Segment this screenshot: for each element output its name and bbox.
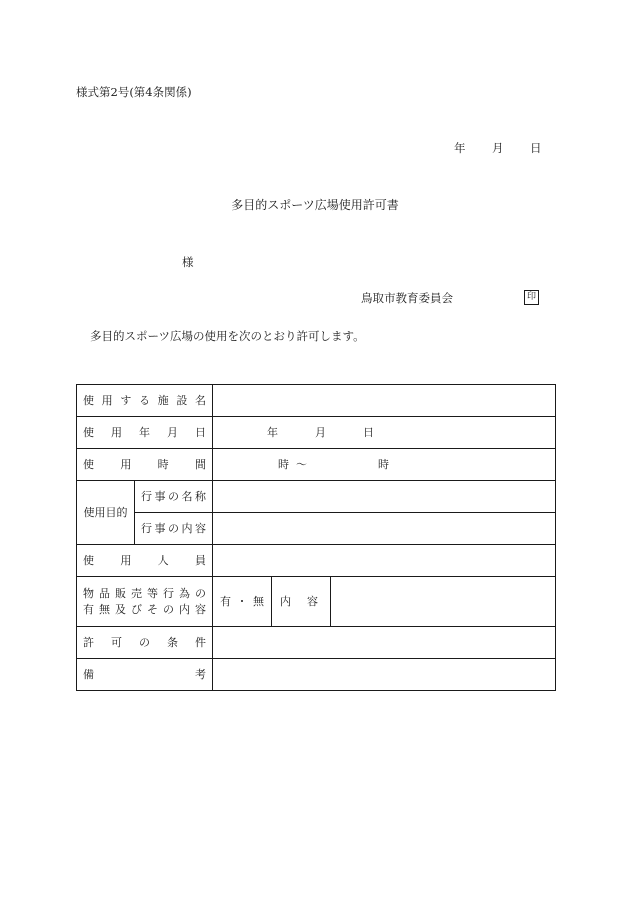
table-row bbox=[77, 513, 556, 545]
use-date-day: 日 bbox=[363, 425, 374, 439]
facility-value bbox=[213, 385, 556, 417]
use-time-to: 時 bbox=[378, 457, 389, 471]
sales-activity-label bbox=[77, 577, 213, 627]
use-time-value bbox=[213, 449, 556, 481]
sales-activity-label-line1: 物品販売等行為の bbox=[83, 586, 206, 600]
remarks-label: 備考 bbox=[77, 659, 213, 691]
event-content-value bbox=[213, 513, 556, 545]
issue-date-year: 年 bbox=[454, 141, 466, 155]
sales-activity-label-line2: 有無及びその内容 bbox=[83, 602, 206, 616]
sales-content-value bbox=[331, 577, 556, 627]
purpose-label: 使用目的 bbox=[77, 481, 135, 545]
table-row bbox=[77, 627, 556, 659]
yes-no-text: 有・無 bbox=[220, 594, 264, 608]
recipient-suffix: 様 bbox=[182, 255, 194, 269]
document-title: 多目的スポーツ広場使用許可書 bbox=[231, 198, 399, 212]
permit-table bbox=[76, 384, 556, 691]
event-name-value bbox=[213, 481, 556, 513]
people-count-label: 使用人員 bbox=[77, 545, 213, 577]
table-row bbox=[77, 577, 556, 627]
table-row bbox=[77, 417, 556, 449]
issuer-name: 鳥取市教育委員会 bbox=[361, 291, 453, 305]
use-time-from: 時 bbox=[278, 457, 289, 471]
people-count-value bbox=[213, 545, 556, 577]
facility-label: 使用する施設名 bbox=[77, 385, 213, 417]
table-row bbox=[77, 449, 556, 481]
remarks-value bbox=[213, 659, 556, 691]
permit-conditions-value bbox=[213, 627, 556, 659]
use-time-label: 使用時間 bbox=[77, 449, 213, 481]
use-date-label: 使用年月日 bbox=[77, 417, 213, 449]
seal-mark: 印 bbox=[524, 290, 539, 305]
use-time-separator: ～ bbox=[296, 457, 307, 471]
event-content-label: 行事の内容 bbox=[135, 513, 213, 545]
permit-conditions-label: 許可の条件 bbox=[77, 627, 213, 659]
use-date-year: 年 bbox=[267, 425, 278, 439]
sales-content-label bbox=[272, 577, 331, 627]
table-row bbox=[77, 385, 556, 417]
form-number: 様式第2号(第4条関係) bbox=[76, 85, 192, 99]
issue-date-day: 日 bbox=[530, 141, 542, 155]
issue-date bbox=[454, 141, 542, 155]
table-row bbox=[77, 545, 556, 577]
table-row bbox=[77, 481, 556, 513]
event-name-label: 行事の名称 bbox=[135, 481, 213, 513]
issue-date-month: 月 bbox=[492, 141, 504, 155]
sales-content-text: 内容 bbox=[280, 594, 318, 608]
table-row bbox=[77, 659, 556, 691]
use-date-month: 月 bbox=[315, 425, 326, 439]
use-date-value bbox=[213, 417, 556, 449]
permission-statement: 多目的スポーツ広場の使用を次のとおり許可します。 bbox=[90, 329, 365, 343]
yes-no-options bbox=[213, 577, 272, 627]
